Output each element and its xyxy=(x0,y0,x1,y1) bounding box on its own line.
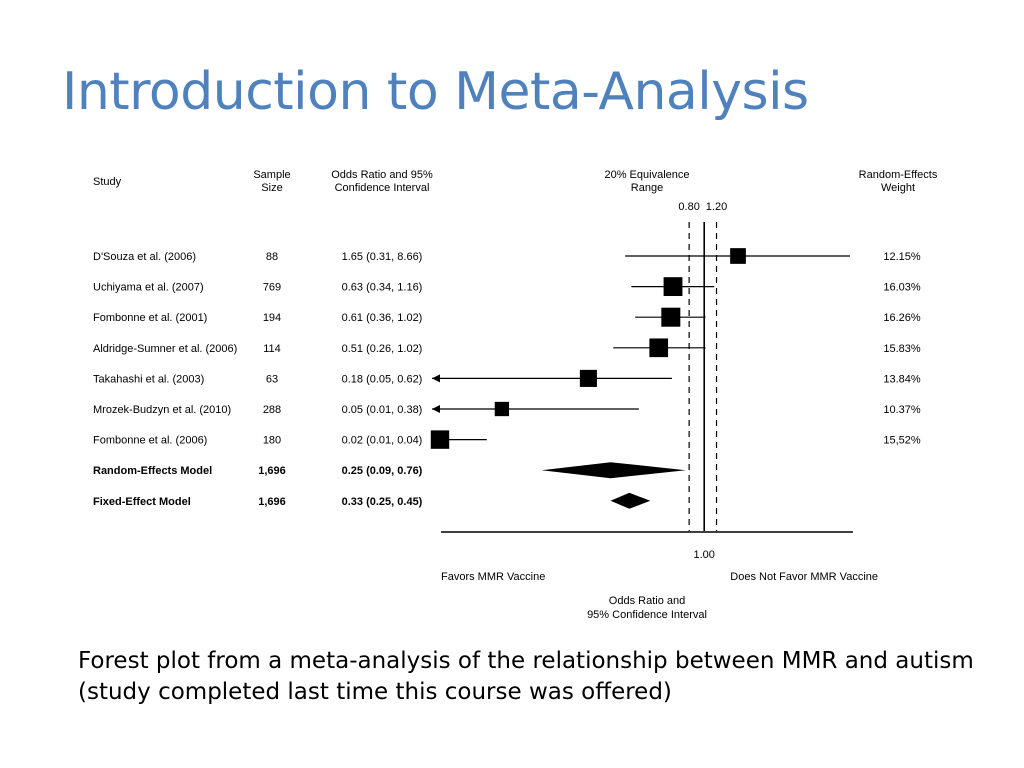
study-name: Uchiyama et al. (2007) xyxy=(93,281,204,294)
odds-ratio-ci: 1.65 (0.31, 8.66) xyxy=(341,251,423,263)
sample-size: 180 xyxy=(262,434,282,447)
header-sample-size-line1: Sample xyxy=(253,169,291,181)
header-sample-size-line2: Size xyxy=(261,182,283,194)
point-estimate-square xyxy=(431,430,449,448)
slide-caption: Forest plot from a meta-analysis of the relationship between MMR and autism (study completed last time this course was offered) xyxy=(78,648,974,705)
point-estimate-square xyxy=(580,370,597,387)
favors-vaccine-label: Favors MMR Vaccine xyxy=(441,571,546,583)
sample-size: 194 xyxy=(262,312,282,325)
study-row xyxy=(93,282,921,294)
study-row xyxy=(93,312,921,324)
study-weight: 15,52% xyxy=(883,434,921,447)
summary-odds-ratio-ci: 0.33 (0.25, 0.45) xyxy=(341,495,423,508)
summary-model-name: Random-Effects Model xyxy=(93,465,213,478)
summary-sample-size: 1,696 xyxy=(258,465,286,478)
study-weight: 16.26% xyxy=(883,312,921,325)
odds-ratio-ci: 0.51 (0.26, 1.02) xyxy=(341,342,423,355)
slide-title: Introduction to Meta-Analysis xyxy=(62,62,809,122)
study-name: D'Souza et al. (2006) xyxy=(93,251,196,263)
header-study: Study xyxy=(93,176,122,188)
sample-size: 288 xyxy=(262,404,282,416)
does-not-favor-label: Does Not Favor MMR Vaccine xyxy=(730,571,878,583)
point-estimate-square xyxy=(661,308,680,327)
equivalence-lower-label: 0.80 xyxy=(678,201,700,213)
study-row xyxy=(93,343,921,355)
sample-size: 769 xyxy=(262,281,282,294)
x-axis-label-line1: Odds Ratio and xyxy=(608,595,686,607)
study-weight: 15.83% xyxy=(883,342,921,355)
point-estimate-square xyxy=(495,402,509,416)
odds-ratio-ci: 0.05 (0.01, 0.38) xyxy=(341,404,423,416)
odds-ratio-ci: 0.63 (0.34, 1.16) xyxy=(341,281,423,294)
summary-odds-ratio-ci: 0.25 (0.09, 0.76) xyxy=(341,465,423,478)
study-name: Fombonne et al. (2006) xyxy=(93,434,208,447)
study-row xyxy=(93,373,921,385)
header-weight-line2: Weight xyxy=(880,182,916,194)
header-equivalence-line1: 20% Equivalence xyxy=(604,169,690,181)
header-weight-line1: Random-Effects xyxy=(858,169,938,181)
study-row xyxy=(93,435,921,447)
truncation-arrow-icon xyxy=(432,405,440,413)
point-estimate-square xyxy=(730,248,746,264)
summary-model-name: Fixed-Effect Model xyxy=(93,495,191,508)
study-name: Fombonne et al. (2001) xyxy=(93,312,208,325)
study-weight: 10.37% xyxy=(883,404,921,416)
truncation-arrow-icon xyxy=(432,374,440,382)
sample-size: 63 xyxy=(265,373,279,386)
odds-ratio-ci: 0.18 (0.05, 0.62) xyxy=(341,373,423,386)
study-rows xyxy=(93,251,921,508)
null-value-label: 1.00 xyxy=(693,549,715,561)
study-name: Aldridge-Sumner et al. (2006) xyxy=(93,342,238,355)
sample-size: 88 xyxy=(265,251,279,263)
header-odds-ratio-line2: Confidence Interval xyxy=(334,182,430,194)
study-weight: 16.03% xyxy=(883,281,921,294)
study-row xyxy=(93,251,921,263)
header-odds-ratio-line1: Odds Ratio and 95% xyxy=(331,169,433,181)
study-name: Takahashi et al. (2003) xyxy=(93,373,205,386)
point-estimate-square xyxy=(664,277,683,296)
sample-size: 114 xyxy=(263,342,281,355)
summary-diamond xyxy=(611,493,651,509)
study-weight: 12.15% xyxy=(883,251,921,263)
equivalence-upper-label: 1.20 xyxy=(705,201,728,213)
study-name: Mrozek-Budzyn et al. (2010) xyxy=(93,404,232,416)
plot-marks xyxy=(431,248,850,509)
odds-ratio-ci: 0.02 (0.01, 0.04) xyxy=(341,434,423,447)
study-weight: 13.84% xyxy=(883,373,921,386)
summary-diamond xyxy=(542,462,686,478)
header-equivalence-line2: Range xyxy=(630,182,664,194)
point-estimate-square xyxy=(649,338,668,357)
summary-row xyxy=(93,496,423,508)
x-axis-label-line2: 95% Confidence Interval xyxy=(587,609,707,621)
summary-sample-size: 1,696 xyxy=(258,495,286,508)
odds-ratio-ci: 0.61 (0.36, 1.02) xyxy=(341,312,423,325)
summary-row xyxy=(93,465,423,477)
